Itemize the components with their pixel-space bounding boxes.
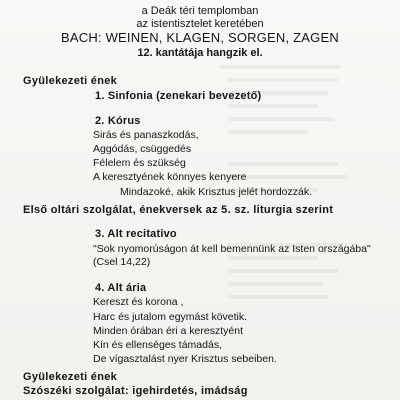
item-3-alt-recitativo: 3. Alt recitativo (95, 228, 177, 240)
korus-text-line-2: Aggódás, csüggedés (93, 143, 192, 155)
recitativo-text-line-1: "Sok nyomorúságon át kell bemennünk az Isten országába" (93, 243, 371, 255)
aria-text-line-4: Kín és ellenséges támadás, (93, 339, 222, 351)
section-heading-1: Gyülekezeti ének (23, 75, 118, 87)
korus-text-line-3: Félelem és szükség (93, 157, 186, 169)
aria-text-line-5: De vígasztalást nyer Krisztus sebeiben. (93, 353, 277, 365)
korus-text-line-5: Mindazoké, akik Krisztus jelét hordozzák. (120, 186, 312, 198)
item-4-alt-aria: 4. Alt ária (95, 282, 147, 294)
korus-text-line-4: A keresztyének könnyes kenyere (93, 171, 247, 183)
section-heading-2: Első oltári szolgálat, énekversek az 5. sz. liturgia szerint (23, 204, 334, 216)
section-heading-4: Szószéki szolgálat: igehirdetés, imádság (23, 385, 248, 397)
aria-text-line-2: Harc és jutalom egymást követik. (93, 311, 248, 323)
header-line-2: az istentisztelet keretében (136, 18, 264, 30)
section-heading-3: Gyülekezeti ének (23, 371, 118, 383)
recitativo-text-line-2: (Csel 14,22) (93, 256, 151, 268)
aria-text-line-1: Kereszt és korona , (93, 296, 184, 308)
item-2-korus: 2. Kórus (95, 115, 141, 127)
header-title: BACH: WEINEN, KLAGEN, SORGEN, ZAGEN (61, 30, 339, 45)
header-line-1: a Deák téri templomban (141, 5, 259, 17)
item-1-sinfonia: 1. Sinfonia (zenekari bevezető) (95, 90, 262, 102)
header-subtitle: 12. kantátája hangzik el. (137, 47, 263, 59)
aria-text-line-3: Minden órában éri a keresztyént (93, 325, 243, 337)
korus-text-line-1: Sirás és panaszkodás, (93, 129, 199, 141)
